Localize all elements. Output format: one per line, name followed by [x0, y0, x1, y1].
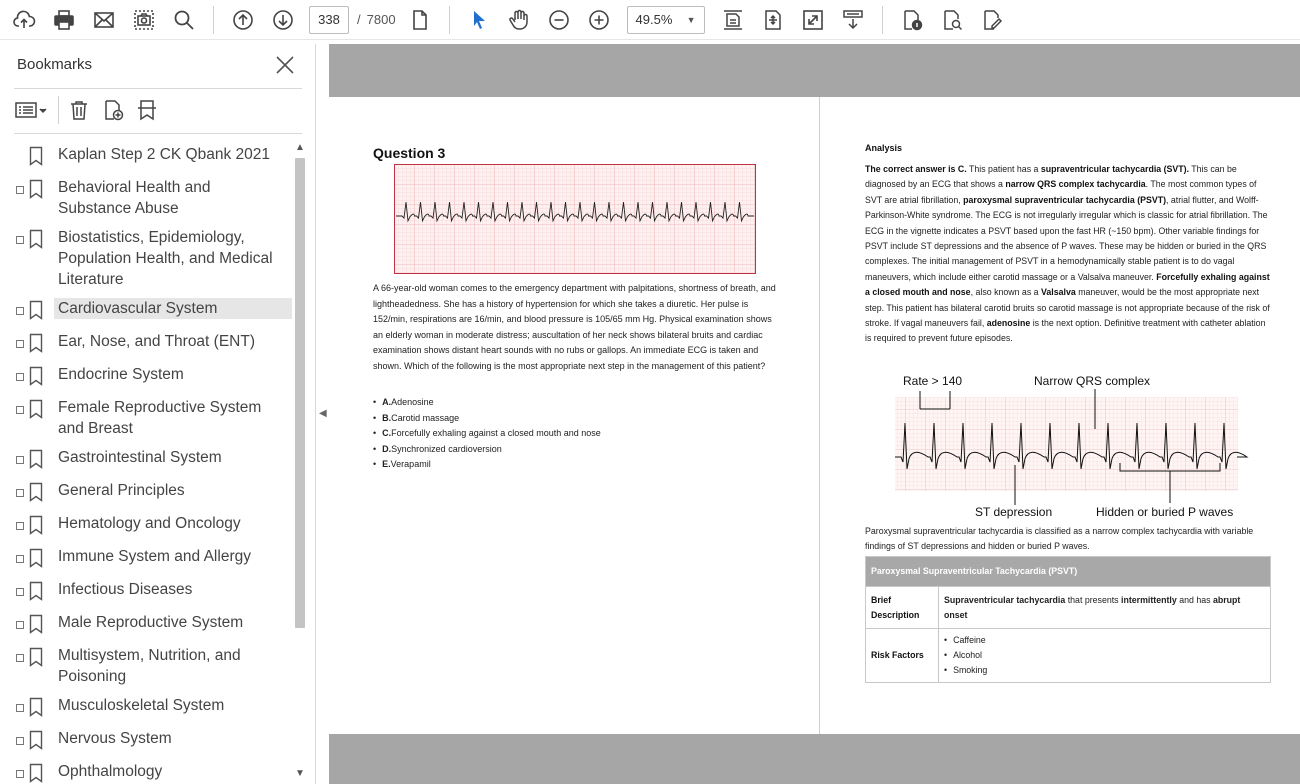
bookmark-item[interactable] [0, 575, 292, 608]
zoom-out-icon[interactable] [543, 4, 575, 36]
option-text: Synchronized cardioversion [391, 443, 502, 454]
bookmarks-toolbar [14, 94, 169, 126]
print-icon[interactable] [48, 4, 80, 36]
bookmark-scrollbar[interactable] [292, 140, 308, 784]
bookmark-icon [29, 581, 43, 601]
bookmark-item[interactable] [0, 608, 292, 641]
bookmark-item[interactable] [0, 476, 292, 509]
table-row [866, 587, 1271, 629]
bookmark-icon [29, 697, 43, 717]
analysis-segment: maneuver, would be the most appropriate next step. This patient has bilateral carotid bruits so carotid massage is not appropriate because of the risk of stroke. If vagal maneuvers fail, [865, 287, 1270, 329]
option-letter: D. [382, 443, 392, 454]
analysis-bold: Valsalva [1041, 287, 1076, 298]
delete-bookmark-icon[interactable] [67, 96, 91, 124]
label-p-waves: Hidden or buried P waves [1096, 505, 1234, 519]
pdf-page-left [330, 97, 820, 734]
file-icon[interactable] [404, 4, 436, 36]
expand-icon[interactable] [16, 704, 24, 712]
bookmark-label: Hematology and Oncology [58, 515, 241, 532]
bookmark-icon [29, 366, 43, 386]
risk-factor: • Smoking [944, 663, 1265, 678]
bookmark-label: Nervous System [58, 730, 172, 747]
analysis-text [865, 162, 1273, 347]
question-title: Question 3 [373, 145, 446, 161]
toolbar-divider [449, 6, 450, 34]
page-up-icon[interactable] [227, 4, 259, 36]
analysis-segment: , atrial flutter, and Wolff-Parkinson-White syndrome. The ECG is not irregularly irregular which is classic for atrial fibrillation. The ECG in the vignette indicates a PSVT based upon the fast HR (~150 bpm). Other variable findings for PSVT include ST depressions and the absence of P waves. These may be hidden or buried in the QRS complexes. The initial management of PSVT in a hemodynamically stable patient is to do vagal maneuvers, which include either carotid massage or a Valsalva maneuver. [865, 194, 1268, 282]
bookmark-label: Male Reproductive System [58, 614, 244, 631]
page-slash: / [357, 12, 361, 27]
hand-icon[interactable] [503, 4, 535, 36]
scroll-up-icon[interactable]: ▲ [295, 142, 305, 153]
bookmark-item[interactable] [0, 393, 292, 443]
page-down-icon[interactable] [267, 4, 299, 36]
search-icon[interactable] [168, 4, 200, 36]
close-icon[interactable] [274, 54, 296, 76]
toolbar-divider [882, 6, 883, 34]
bookmark-item[interactable] [0, 641, 292, 691]
bookmark-label: Infectious Diseases [58, 581, 193, 598]
bookmark-label: Ear, Nose, and Throat (ENT) [58, 333, 255, 350]
bookmark-label: Biostatistics, Epidemiology, Population Health, and Medical Literature [58, 229, 273, 288]
expand-icon[interactable] [16, 737, 24, 745]
answer-options [373, 395, 601, 473]
panel-collapse-strip[interactable] [316, 44, 329, 784]
expand-icon[interactable] [16, 456, 24, 464]
expand-icon[interactable] [16, 522, 24, 530]
cloud-upload-icon[interactable] [8, 4, 40, 36]
bookmarks-header [0, 44, 316, 88]
bookmark-label: General Principles [58, 482, 185, 499]
bookmark-item[interactable] [0, 360, 292, 393]
table-header-row [866, 557, 1271, 587]
bookmark-icon [29, 333, 43, 353]
option-letter: B. [382, 412, 392, 423]
zoom-select[interactable] [627, 6, 705, 34]
expand-icon[interactable] [16, 555, 24, 563]
option-text: Verapamil [390, 459, 431, 469]
bookmark-icon [29, 730, 43, 750]
ecg-caption: Paroxysmal supraventricular tachycardia is classified as a narrow complex tachycardia with variable findings of ST depressions and hidden or buried P waves. [865, 526, 1254, 552]
risk-factor-list [944, 633, 1265, 678]
zoom-value: 49.5% [635, 12, 673, 27]
divider [14, 133, 302, 134]
answer-option [373, 442, 601, 458]
answer-option [373, 395, 601, 411]
current-page-input[interactable]: 338 [309, 6, 349, 34]
bookmark-icon [29, 146, 43, 166]
bookmark-list [0, 140, 292, 784]
bookmark-label: Endocrine System [58, 366, 184, 383]
chevron-left-icon[interactable]: ◀ [319, 408, 327, 419]
expand-icon[interactable] [16, 489, 24, 497]
analysis-segment: , also known as a [970, 287, 1042, 298]
label-st-depression: ST depression [975, 505, 1053, 519]
row-bold: Supraventricular tachycardia [944, 594, 1066, 605]
risk-factor: • Alcohol [944, 648, 1265, 663]
risk-factor: • Caffeine [944, 633, 1265, 648]
bookmark-icon [29, 300, 43, 320]
psvt-table [865, 556, 1271, 683]
bookmark-label: Immune System and Allergy [58, 548, 251, 565]
analysis-segment: . The most common types of SVT are atrial fibrillation, [865, 179, 1257, 205]
bookmark-icon [29, 399, 43, 419]
answer-option [373, 426, 601, 442]
analysis-bold: supraventricular tachycardia (SVT). [1040, 164, 1190, 174]
label-narrow-qrs: Narrow QRS complex [1034, 374, 1151, 388]
viewer-background [329, 44, 1300, 97]
option-letter: A. [382, 397, 392, 407]
bookmark-label: Multisystem, Nutrition, and Poisoning [58, 647, 241, 685]
add-bookmark-icon[interactable] [101, 96, 125, 124]
bookmark-label: Cardiovascular System [54, 298, 292, 319]
bookmark-item[interactable] [0, 173, 292, 223]
bookmark-icon [29, 548, 43, 568]
bookmark-icon [29, 515, 43, 535]
viewer-background [329, 734, 1300, 784]
bookmark-item[interactable] [0, 140, 292, 173]
analysis-segment: This can be diagnosed by an ECG that shows a [865, 164, 1237, 190]
option-text: Adenosine [391, 397, 434, 407]
snapshot-icon[interactable] [128, 4, 160, 36]
fit-page-icon[interactable] [757, 4, 789, 36]
bookmark-icon [29, 763, 43, 783]
bookmark-icon [29, 229, 43, 249]
analysis-segment: is the next option. Definitive treatment with catheter ablation is required to prevent future episodes. [865, 318, 1266, 344]
expand-icon[interactable] [16, 236, 24, 244]
analysis-answer: The correct answer is C. [865, 164, 967, 174]
doc-properties-icon[interactable] [896, 4, 928, 36]
bookmark-icon [29, 482, 43, 502]
row-label: Brief Description [866, 587, 939, 629]
option-letter: C. [382, 428, 392, 438]
row-bold: intermittently [1121, 594, 1177, 605]
scroll-down-icon[interactable]: ▼ [295, 768, 305, 779]
bookmark-label: Musculoskeletal System [58, 697, 225, 714]
bookmark-item[interactable] [0, 443, 292, 476]
bookmark-item[interactable] [0, 223, 292, 294]
row-segment: and has [1176, 594, 1213, 605]
analysis-bold: adenosine [986, 318, 1031, 329]
bookmark-item[interactable] [0, 724, 292, 757]
answer-option [373, 411, 601, 427]
bookmark-item[interactable] [0, 691, 292, 724]
row-bold: abrupt onset [944, 594, 1241, 620]
fullscreen-icon[interactable] [797, 4, 829, 36]
analysis-bold: paroxysmal supraventricular tachycardia (PSVT) [963, 194, 1167, 205]
option-text: Forcefully exhaling against a closed mouth and nose [391, 428, 601, 438]
label-rate: Rate > 140 [903, 374, 963, 388]
bookmark-icon [29, 449, 43, 469]
bookmark-label: Female Reproductive System and Breast [58, 399, 262, 437]
bookmarks-title: Bookmarks [17, 56, 93, 73]
select-cursor-icon[interactable] [463, 4, 495, 36]
expand-icon[interactable] [16, 770, 24, 778]
question-text: A 66-year-old woman comes to the emergency department with palpitations, shortness of breath, and lightheadedness. She has a history of hypertension for which she takes a diuretic. Her pulse is 152/min, respirations are 16/min, and blood pressure is 105/65 mm Hg. Physical examination shows an elderly woman in moderate distress; auscultation of her neck shows bilateral bruits and cardiac examination shows distant heart sounds with no rubs or gallops. An immediate ECG is taken and shown. Which of the following is the most appropriate next step in the management of this patient? [373, 283, 776, 371]
analysis-title: Analysis [865, 143, 903, 153]
row-value [939, 629, 1271, 683]
row-segment: that presents [1065, 594, 1122, 605]
fit-width-icon[interactable] [717, 4, 749, 36]
bookmark-label: Behavioral Health and Substance Abuse [58, 179, 211, 217]
divider [58, 96, 59, 124]
bookmarks-panel [0, 44, 316, 784]
expand-icon[interactable] [16, 307, 24, 315]
ecg-image [394, 164, 756, 274]
bookmark-label: Gastrointestinal System [58, 449, 222, 466]
bookmark-label: Kaplan Step 2 CK Qbank 2021 [58, 146, 270, 163]
table-header: Paroxysmal Supraventricular Tachycardia (PSVT) [866, 557, 1271, 587]
document-viewer [316, 44, 1300, 784]
answer-option [373, 457, 601, 473]
doc-search-icon[interactable] [936, 4, 968, 36]
bookmark-item[interactable] [0, 327, 292, 360]
row-value [939, 587, 1271, 629]
expand-icon[interactable] [16, 588, 24, 596]
expand-icon[interactable] [16, 373, 24, 381]
analysis-bold: Forcefully exhaling against a closed mouth and nose [865, 271, 1270, 298]
sign-icon[interactable] [976, 4, 1008, 36]
expand-icon[interactable] [16, 340, 24, 348]
annotated-ecg [865, 369, 1250, 519]
bookmark-label: Ophthalmology [58, 763, 163, 780]
expand-icon[interactable] [16, 621, 24, 629]
bookmark-item[interactable] [0, 757, 292, 784]
zoom-in-icon[interactable] [583, 4, 615, 36]
option-letter: E. [382, 459, 391, 469]
email-icon[interactable] [88, 4, 120, 36]
option-text: Carotid massage [391, 412, 460, 423]
chevron-down-icon: ▼ [686, 14, 696, 25]
bookmark-settings-icon[interactable] [135, 96, 159, 124]
scrollbar-thumb[interactable] [295, 158, 305, 628]
bookmark-item[interactable] [0, 509, 292, 542]
bookmark-icon [29, 647, 43, 667]
expand-icon[interactable] [16, 406, 24, 414]
analysis-bold: narrow QRS complex tachycardia [1005, 179, 1146, 190]
expand-icon[interactable] [16, 186, 24, 194]
bookmark-item[interactable] [0, 542, 292, 575]
scroll-mode-icon[interactable] [837, 4, 869, 36]
expand-icon[interactable] [16, 654, 24, 662]
toolbar-divider [213, 6, 214, 34]
total-pages: 7800 [366, 12, 396, 27]
pdf-page-right [821, 97, 1300, 734]
toolbar [0, 0, 1300, 40]
analysis-segment: This patient has a [966, 164, 1041, 174]
bookmark-item[interactable] [0, 294, 292, 327]
bookmark-options-icon[interactable] [14, 96, 48, 124]
divider [14, 88, 302, 89]
bookmark-icon [29, 614, 43, 634]
row-label: Risk Factors [866, 629, 939, 683]
table-row [866, 629, 1271, 683]
bookmark-icon [29, 179, 43, 199]
